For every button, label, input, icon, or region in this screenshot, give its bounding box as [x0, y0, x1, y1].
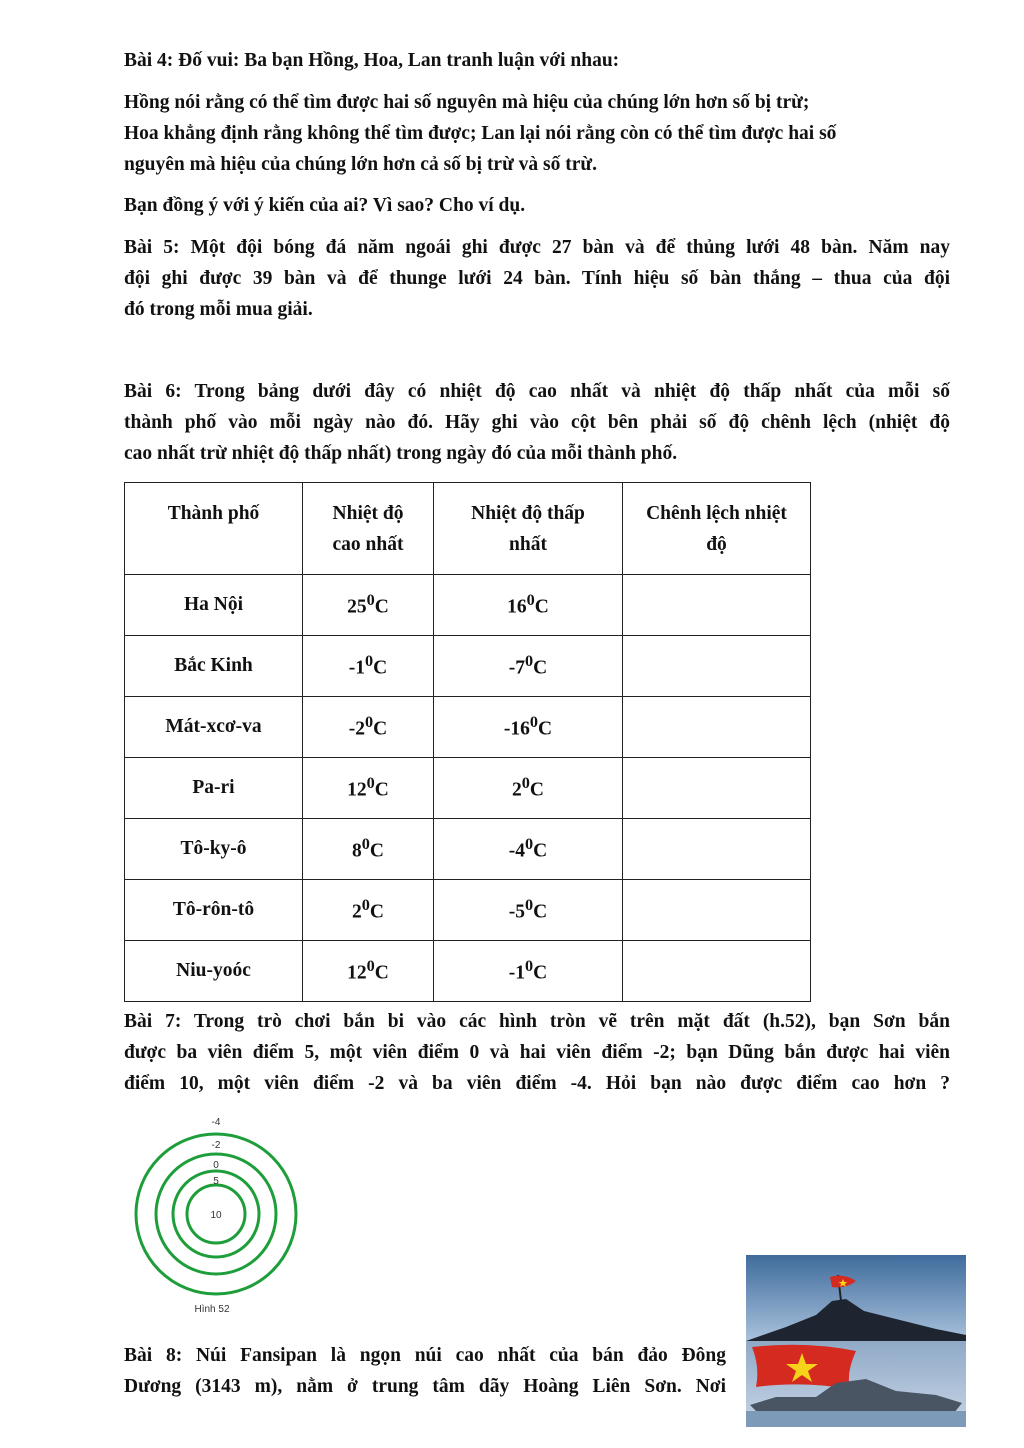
table-row: [125, 575, 811, 636]
header-low: [434, 483, 623, 575]
high-cell: $12^0C$: [303, 941, 434, 1002]
ring-label-0: 0: [213, 1160, 219, 1171]
table-row: [125, 880, 811, 941]
table-row: [125, 697, 811, 758]
city-cell: Tô-rôn-tô: [125, 880, 303, 941]
header-diff-line-1: Chênh lệch nhiệt: [646, 502, 787, 524]
diff-cell: [623, 758, 811, 819]
flag-photo-collage: [746, 1255, 966, 1427]
header-high-line-2: cao nhất: [332, 533, 404, 555]
target-circles-figure: [128, 1112, 308, 1317]
header-city-line-1: Thành phố: [167, 502, 260, 524]
high-cell: $12^0C$: [303, 758, 434, 819]
ring-label-minus2: -2: [211, 1140, 221, 1151]
bai4-line-2: Hoa khẳng định rằng không thể tìm được; Lan lại nói rằng còn có thể tìm được hai số: [124, 123, 837, 144]
diff-cell: [623, 697, 811, 758]
figure-caption: Hình 52: [194, 1304, 230, 1315]
high-cell: $8^0C$: [303, 819, 434, 880]
header-city: [125, 483, 303, 575]
bai7-line-2: được ba viên điểm 5, một viên điểm 0 và hai viên điểm -2; bạn Dũng bắn được hai viên: [124, 1042, 950, 1063]
header-high-line-1: Nhiệt độ: [332, 502, 404, 524]
table-header-row: [125, 483, 811, 575]
photo-bottom-sea: [746, 1411, 966, 1427]
bai6-line-2: thành phố vào mỗi ngày nào đó. Hãy ghi vào cột bên phải số độ chênh lệch (nhiệt độ: [124, 412, 950, 433]
low-cell: $16^0C$: [434, 575, 623, 636]
header-low-line-1: Nhiệt độ thấp: [471, 502, 585, 524]
temperature-table: [124, 482, 811, 1002]
city-cell: Mát-xcơ-va: [125, 697, 303, 758]
diff-cell: [623, 880, 811, 941]
diff-cell: [623, 941, 811, 1002]
target-circles-svg: [128, 1112, 308, 1317]
table-row: [125, 758, 811, 819]
diff-cell: [623, 575, 811, 636]
bai4-line-1: Hồng nói rằng có thể tìm được hai số nguyên mà hiệu của chúng lớn hơn số bị trừ;: [124, 92, 810, 113]
bai7-line-3: điểm 10, một viên điểm -2 và ba viên điểm -4. Hỏi bạn nào được điểm cao hơn ?: [124, 1073, 950, 1094]
bai5-body: [124, 232, 950, 325]
bai8-line-2: Dương (3143 m), nằm ở trung tâm dãy Hoàng Liên Sơn. Nơi: [124, 1376, 726, 1397]
high-cell: $25^0C$: [303, 575, 434, 636]
low-cell: $-16^0C$: [434, 697, 623, 758]
high-cell: $-1^0C$: [303, 636, 434, 697]
low-cell: $2^0C$: [434, 758, 623, 819]
low-cell: $-1^0C$: [434, 941, 623, 1002]
high-cell: $-2^0C$: [303, 697, 434, 758]
ring-label-minus4: -4: [211, 1117, 221, 1128]
header-low-line-2: nhất: [509, 533, 547, 555]
header-high: [303, 483, 434, 575]
bai5-line-3: đó trong mỗi mua giải.: [124, 299, 313, 320]
header-diff-line-2: độ: [706, 533, 727, 555]
diff-cell: [623, 819, 811, 880]
bai4-title: Bài 4: Đố vui: Ba bạn Hồng, Hoa, Lan tranh luận với nhau:: [124, 50, 620, 71]
ring-label-5: 5: [213, 1176, 219, 1187]
city-cell: Niu-yoóc: [125, 941, 303, 1002]
table-row: [125, 819, 811, 880]
bai6-line-3: cao nhất trừ nhiệt độ thấp nhất) trong ngày đó của mỗi thành phố.: [124, 443, 678, 464]
bai6-line-1: Bài 6: Trong bảng dưới đây có nhiệt độ cao nhất và nhiệt độ thấp nhất của mỗi số: [124, 381, 950, 402]
bai8-line-1: Bài 8: Núi Fansipan là ngọn núi cao nhất của bán đảo Đông: [124, 1345, 726, 1366]
table-row: [125, 636, 811, 697]
bai5-line-2: đội ghi được 39 bàn và để thunge lưới 24 bàn. Tính hiệu số bàn thắng – thua của đội: [124, 268, 950, 289]
diff-cell: [623, 636, 811, 697]
city-cell: Tô-ky-ô: [125, 819, 303, 880]
table-row: [125, 941, 811, 1002]
bai4-line-3: nguyên mà hiệu của chúng lớn hơn cả số bị trừ và số trừ.: [124, 154, 597, 175]
low-cell: $-7^0C$: [434, 636, 623, 697]
bai7-body: [124, 1006, 950, 1099]
flag-photo-svg: [746, 1255, 966, 1427]
ring-label-10: 10: [210, 1210, 222, 1221]
city-cell: Ha Nội: [125, 575, 303, 636]
bai6-body: [124, 376, 950, 469]
bai4-body: [124, 87, 950, 180]
city-cell: Bắc Kinh: [125, 636, 303, 697]
bai4-question: Bạn đồng ý với ý kiến của ai? Vì sao? Cho ví dụ.: [124, 195, 526, 216]
high-cell: $2^0C$: [303, 880, 434, 941]
low-cell: $-5^0C$: [434, 880, 623, 941]
bai8-body: [124, 1340, 726, 1402]
header-diff: [623, 483, 811, 575]
bai7-line-1: Bài 7: Trong trò chơi bắn bi vào các hình tròn vẽ trên mặt đất (h.52), bạn Sơn bắn: [124, 1011, 950, 1032]
city-cell: Pa-ri: [125, 758, 303, 819]
low-cell: $-4^0C$: [434, 819, 623, 880]
bai5-line-1: Bài 5: Một đội bóng đá năm ngoái ghi được 27 bàn và để thủng lưới 48 bàn. Năm nay: [124, 237, 950, 258]
